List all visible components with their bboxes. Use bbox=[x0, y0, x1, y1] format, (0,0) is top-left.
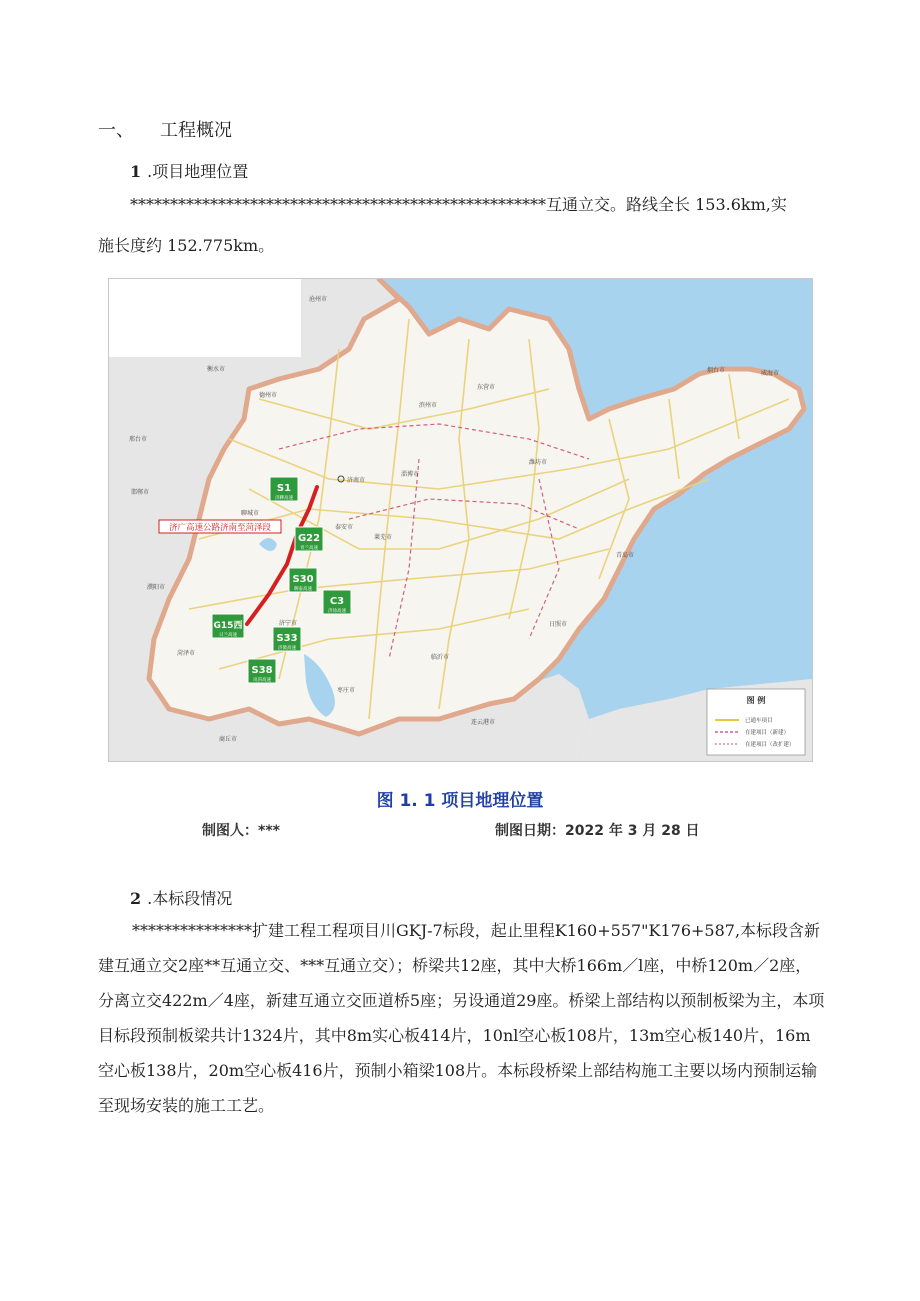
city-taian: 泰安市 bbox=[335, 524, 354, 531]
shield-g22 bbox=[295, 527, 323, 551]
city-puyang: 濮阳市 bbox=[147, 584, 166, 591]
legend-title: 图 例 bbox=[746, 696, 766, 705]
shield-s30 bbox=[289, 568, 317, 592]
figure-date: 制图日期：2022 年 3 月 28 日 bbox=[495, 823, 700, 839]
city-yantai: 烟台市 bbox=[707, 367, 726, 374]
city-jinan: 济南市 bbox=[347, 477, 366, 484]
shield-s38 bbox=[248, 659, 276, 683]
paragraph-2: ***************扩建工程工程项目川GKJ-7标段，起止里程K160+557"K176+587,本标段含新建互通立交2座**互通立交、***互通立交）；桥梁共12座，其中大桥166m／l座，中桥120m／2座，分离立交422m／4座，新建互通立交匝道桥5座；另设通道29座。桥梁上部结构以预制板梁为主，本项目标段预制板梁共计1324片，其中8m实心板414片，10nl空心板108片，13m空心板140片，16m空心板138片，20m空心板416片，预制小箱梁108片。本标段桥梁上部结构施工主要以场内预制运输至现场安装的施工工艺。 bbox=[98, 921, 825, 1115]
legend-item-3: 在建项目（改扩建） bbox=[745, 742, 795, 748]
shield-code: S38 bbox=[251, 665, 273, 676]
shield-name: 日兰高速 bbox=[219, 633, 237, 638]
figure-author: 制图人：*** bbox=[202, 823, 280, 839]
city-liaocheng: 聊城市 bbox=[241, 510, 260, 517]
city-weihai: 威海市 bbox=[761, 370, 780, 377]
project-label-text: 济广高速公路济南至菏泽段 bbox=[168, 523, 272, 533]
city-qingdao: 青岛市 bbox=[616, 552, 635, 559]
city-handan: 邯郸市 bbox=[131, 489, 150, 496]
subsection-title: .本标段情况 bbox=[147, 889, 233, 908]
shield-code: S33 bbox=[276, 633, 298, 644]
paragraph-1-line-2: 施长度约 152.775km。 bbox=[98, 236, 275, 255]
city-laiwu: 莱芜市 bbox=[374, 534, 393, 541]
city-jining: 济宁市 bbox=[279, 620, 298, 627]
section-title: 工程概况 bbox=[160, 120, 232, 141]
city-zaozhuang: 枣庄市 bbox=[337, 687, 356, 694]
city-dongying: 东营市 bbox=[477, 384, 496, 391]
shield-code: G15西 bbox=[213, 621, 243, 631]
shield-name: 济聊高速 bbox=[275, 496, 293, 501]
city-heze: 菏泽市 bbox=[177, 650, 196, 657]
legend-item-1: 已通车项目 bbox=[745, 718, 773, 724]
map-blank-corner bbox=[109, 279, 301, 357]
map-legend bbox=[707, 689, 805, 755]
shield-code: S30 bbox=[292, 574, 314, 585]
shield-name: 济微高速 bbox=[278, 646, 296, 651]
section-heading bbox=[98, 116, 232, 142]
shield-c3 bbox=[323, 590, 351, 614]
section-number: 一、 bbox=[98, 120, 134, 141]
subsection-number: 1 bbox=[130, 162, 142, 181]
city-shangqiu: 商丘市 bbox=[219, 736, 238, 743]
figure-caption: 图 1. 1 项目地理位置 bbox=[376, 791, 544, 811]
legend-item-2: 在建项目（新建） bbox=[745, 730, 790, 736]
city-cangzhou: 沧州市 bbox=[309, 296, 328, 303]
project-location-map bbox=[108, 278, 813, 762]
shield-g15x bbox=[212, 614, 244, 638]
shield-code: C3 bbox=[329, 596, 345, 607]
city-lianyungang: 连云港市 bbox=[471, 719, 496, 726]
subsection-title: .项目地理位置 bbox=[147, 162, 249, 181]
city-weifang: 潍坊市 bbox=[529, 459, 548, 466]
project-label bbox=[159, 520, 281, 533]
shield-s33 bbox=[273, 627, 301, 651]
city-hengshui: 衡水市 bbox=[207, 366, 226, 373]
subsection-heading-1 bbox=[130, 159, 248, 182]
city-zibo: 淄博市 bbox=[401, 471, 420, 478]
shield-name: 济徐高速 bbox=[328, 609, 346, 614]
shield-name: 聊泰高速 bbox=[294, 587, 312, 592]
city-rizhao: 日照市 bbox=[549, 621, 568, 628]
subsection-heading-2 bbox=[130, 886, 232, 909]
paragraph-1-line-1: ****************************************************互通立交。路线全长 153.6km,实 bbox=[130, 195, 787, 214]
city-xingtai: 邢台市 bbox=[129, 436, 148, 443]
city-binzhou: 滨州市 bbox=[419, 402, 438, 409]
shield-code: G22 bbox=[297, 533, 321, 544]
shield-name: 岚菏高速 bbox=[253, 678, 271, 683]
shield-code: S1 bbox=[276, 483, 292, 494]
subsection-number: 2 bbox=[130, 889, 142, 908]
shield-s1 bbox=[270, 477, 298, 501]
shield-name: 青兰高速 bbox=[300, 546, 318, 551]
city-dezhou: 德州市 bbox=[259, 392, 278, 399]
city-linyi: 临沂市 bbox=[431, 654, 450, 661]
